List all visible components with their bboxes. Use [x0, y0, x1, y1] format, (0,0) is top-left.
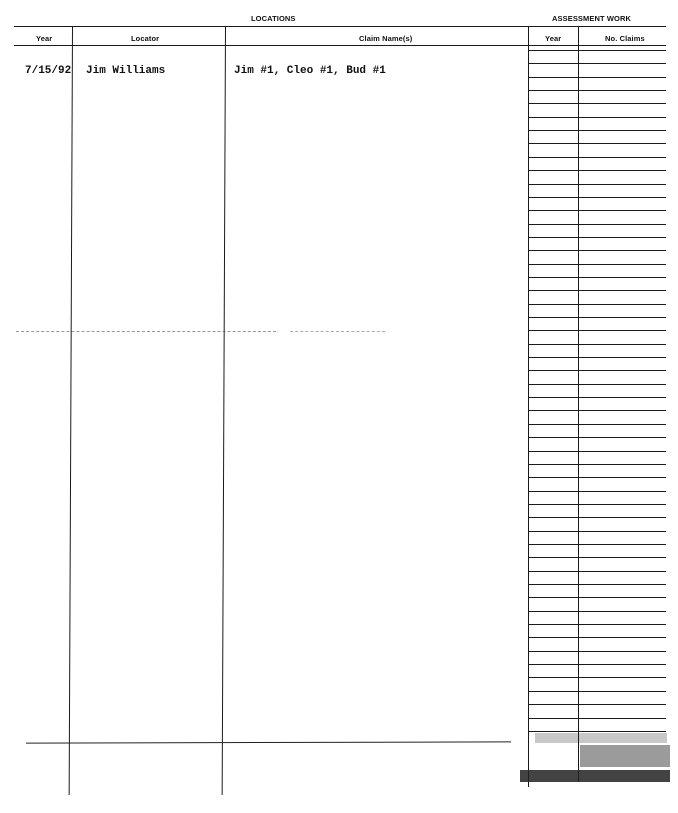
column-header-claim-names: Claim Name(s) [359, 34, 413, 43]
assessment-row-rule [529, 424, 666, 425]
scan-noise-block-3 [520, 770, 670, 782]
assessment-row-rule [529, 63, 666, 64]
assessment-row-rule [529, 677, 666, 678]
row-year: 7/15/92 [25, 65, 72, 77]
assessment-row-rule [529, 571, 666, 572]
faint-divider-middle-right [290, 331, 385, 332]
assessment-row-rule [529, 397, 666, 398]
assessment-row-rule [529, 384, 666, 385]
assessment-row-rule [529, 277, 666, 278]
assessment-row-rule [529, 304, 666, 305]
assessment-row-rule [529, 637, 666, 638]
assessment-row-rule [529, 344, 666, 345]
divider-assessment-year-noclaims [578, 27, 579, 782]
assessment-row-rule [529, 264, 666, 265]
assessment-row-rule [529, 504, 666, 505]
assessment-row-rule [529, 517, 666, 518]
assessment-row-rule [529, 77, 666, 78]
assessment-row-rule [529, 624, 666, 625]
assessment-row-rule [529, 584, 666, 585]
assessment-row-rule [529, 464, 666, 465]
assessment-row-rule [529, 143, 666, 144]
assessment-row-rule [529, 103, 666, 104]
faint-divider-middle [16, 331, 276, 332]
assessment-row-rule [529, 664, 666, 665]
assessment-row-rule [529, 330, 666, 331]
assessment-row-rule [529, 50, 666, 51]
assessment-row-rule [529, 557, 666, 558]
assessment-row-rule [529, 224, 666, 225]
assessment-row-rule [529, 210, 666, 211]
assessment-row-rule [529, 370, 666, 371]
assessment-row-rule [529, 544, 666, 545]
assessment-row-rule [529, 130, 666, 131]
column-header-no-claims: No. Claims [605, 34, 645, 43]
header-bottom-rule [14, 45, 666, 46]
assessment-row-rule [529, 531, 666, 532]
header-top-rule [14, 26, 666, 27]
assessment-work-section-header: ASSESSMENT WORK [552, 14, 632, 23]
scan-noise-block [535, 733, 667, 743]
assessment-row-rule [529, 704, 666, 705]
assessment-row-rule [529, 237, 666, 238]
column-header-year: Year [36, 34, 53, 43]
assessment-row-rule [529, 197, 666, 198]
assessment-row-rule [529, 731, 666, 732]
assessment-row-rule [529, 437, 666, 438]
assessment-row-rule [529, 410, 666, 411]
divider-claims-assessment [528, 27, 529, 787]
assessment-row-rule [529, 597, 666, 598]
assessment-row-rule [529, 317, 666, 318]
assessment-row-rule [529, 651, 666, 652]
assessment-row-rule [529, 184, 666, 185]
assessment-row-rule [529, 477, 666, 478]
row-locator: Jim Williams [86, 65, 166, 77]
assessment-row-rule [529, 157, 666, 158]
divider-locator-claims [222, 27, 226, 795]
assessment-row-rule [529, 491, 666, 492]
assessment-row-rule [529, 718, 666, 719]
assessment-row-rule [529, 451, 666, 452]
column-header-locator: Locator [131, 34, 160, 43]
assessment-row-rule [529, 611, 666, 612]
assessment-row-rule [529, 691, 666, 692]
row-claim-names: Jim #1, Cleo #1, Bud #1 [234, 65, 386, 77]
assessment-row-rule [529, 290, 666, 291]
assessment-row-rule [529, 250, 666, 251]
bottom-rule [26, 741, 511, 743]
assessment-row-rule [529, 170, 666, 171]
assessment-row-rule [529, 357, 666, 358]
column-header-assessment-year: Year [545, 34, 562, 43]
scan-noise-block-2 [580, 745, 670, 767]
divider-year-locator [69, 27, 73, 795]
locations-section-header: LOCATIONS [251, 14, 296, 23]
assessment-row-rule [529, 90, 666, 91]
assessment-row-rule [529, 117, 666, 118]
